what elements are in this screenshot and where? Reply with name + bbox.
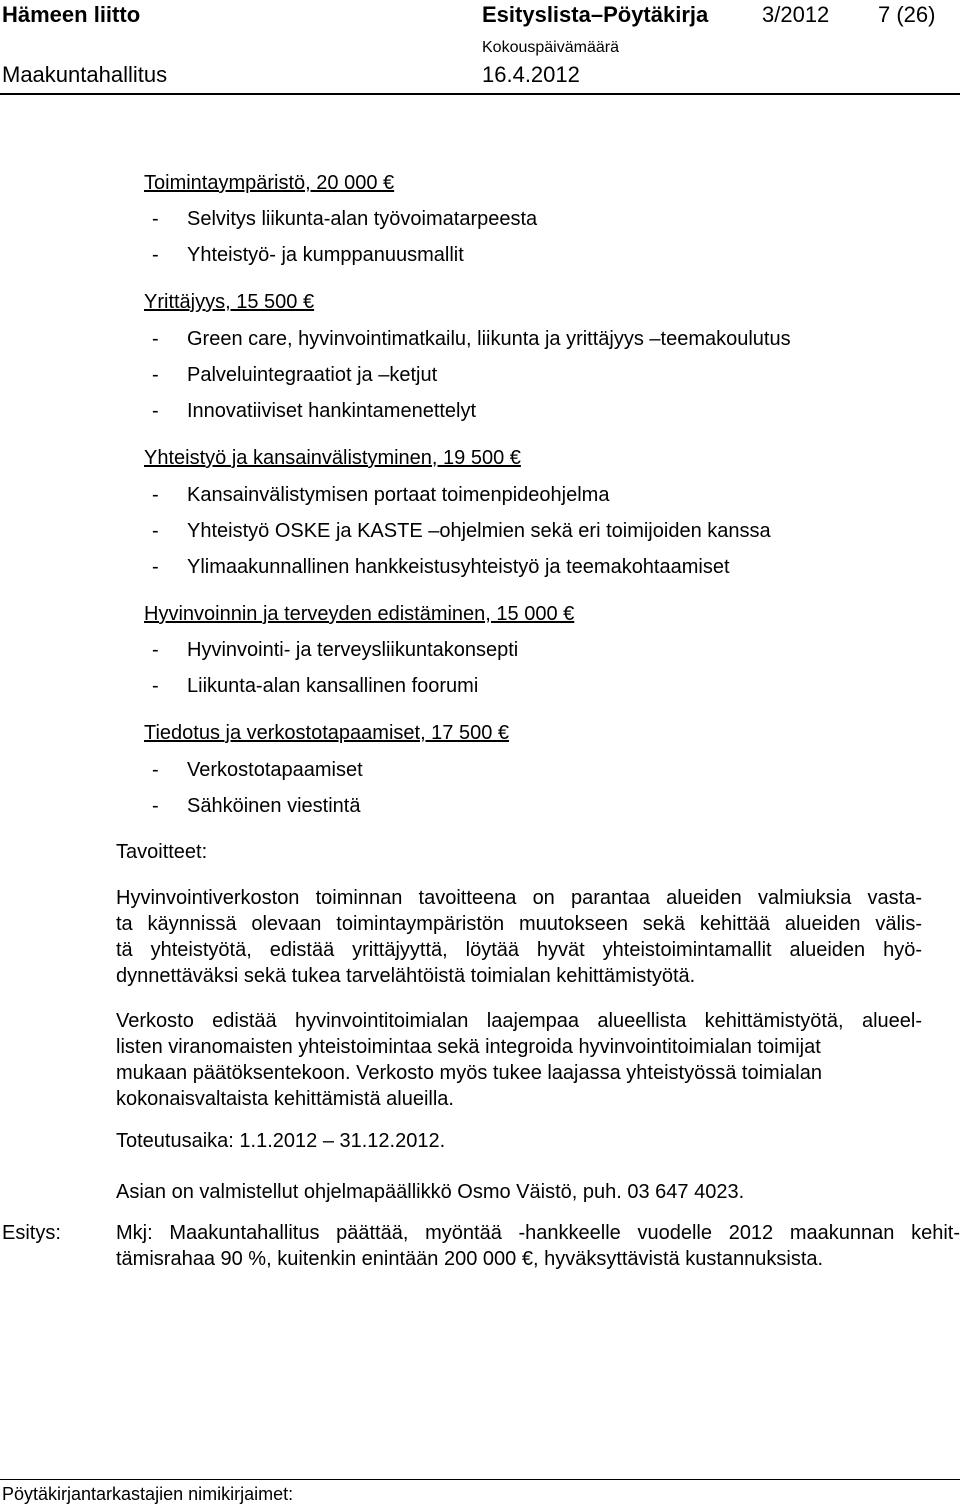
list-item: Yhteistyö- ja kumppanuusmallit — [187, 244, 464, 266]
text-line: tä yhteistyötä, edistää yrittäjyyttä, löytää hyvät yhteistoimintamallit alueiden hyö- — [116, 939, 922, 961]
bullet-dash: - — [152, 484, 159, 506]
section-title: Tiedotus ja verkostotapaamiset, 17 500 € — [144, 722, 510, 744]
bullet-dash: - — [152, 639, 159, 661]
bullet-dash: - — [152, 556, 159, 578]
list-item: Verkostotapaamiset — [187, 759, 363, 781]
bullet-dash: - — [152, 675, 159, 697]
governing-body: Maakuntahallitus — [2, 62, 168, 87]
text-line: Mkj: Maakuntahallitus päättää, myöntää -hankkeelle vuodelle 2012 maakunnan kehit- — [116, 1222, 960, 1244]
text-line: dynnettäväksi sekä tukea tarvelähtöistä toimialan kehittämistyötä. — [116, 965, 696, 987]
bullet-dash: - — [152, 520, 159, 542]
list-item: Innovatiiviset hankintamenettelyt — [187, 400, 477, 422]
list-item: Yhteistyö OSKE ja KASTE –ohjelmien sekä eri toimijoiden kanssa — [187, 520, 771, 542]
bullet-dash: - — [152, 244, 159, 266]
list-item: Sähköinen viestintä — [187, 795, 361, 817]
bullet-dash: - — [152, 364, 159, 386]
text-line: tämisrahaa 90 %, kuitenkin enintään 200 000 €, hyväksyttävistä kustannuksista. — [116, 1248, 824, 1270]
bullet-dash: - — [152, 795, 159, 817]
text-line: ta käynnissä olevaan toimintaympäristön muutokseen sekä kehittää alueiden välis- — [116, 913, 922, 935]
goals-paragraph-1 — [116, 885, 922, 989]
section-title: Yhteistyö ja kansainvälistyminen, 19 500 € — [144, 447, 521, 469]
meeting-date: 16.4.2012 — [482, 62, 580, 87]
schedule: Toteutusaika: 1.1.2012 – 31.12.2012. — [116, 1130, 446, 1152]
list-item: Liikunta-alan kansallinen foorumi — [187, 675, 479, 697]
bullet-dash: - — [152, 759, 159, 781]
text-line: Hyvinvointiverkoston toiminnan tavoitteena on parantaa alueiden valmiuksia vasta- — [116, 887, 922, 909]
text-line: listen viranomaisten yhteistoimintaa sekä integroida hyvinvointitoimialan toimijat — [116, 1036, 821, 1058]
goals-label: Tavoitteet: — [116, 841, 208, 863]
header-rule — [0, 93, 960, 95]
text-line: Verkosto edistää hyvinvointitoimialan laajempaa alueellista kehittämistyötä, alueel- — [116, 1010, 922, 1032]
bullet-dash: - — [152, 400, 159, 422]
list-item: Selvitys liikunta-alan työvoimatarpeesta — [187, 208, 538, 230]
goals-paragraph-2 — [116, 1008, 922, 1112]
page-number: 7 (26) — [878, 2, 936, 27]
prepared-by: Asian on valmistellut ohjelmapäällikkö Osmo Väistö, puh. 03 647 4023. — [116, 1181, 745, 1203]
doc-number: 3/2012 — [762, 2, 830, 27]
text-line: mukaan päätöksentekoon. Verkosto myös tukee laajassa yhteistyössä toimialan — [116, 1062, 822, 1084]
date-label: Kokouspäivämäärä — [482, 39, 619, 56]
bullet-dash: - — [152, 208, 159, 230]
list-item: Kansainvälistymisen portaat toimenpideohjelma — [187, 484, 610, 506]
list-item: Green care, hyvinvointimatkailu, liikunta ja yrittäjyys –teemakoulutus — [187, 328, 791, 350]
doc-type: Esityslista–Pöytäkirja — [482, 2, 709, 27]
footer-rule — [0, 1479, 960, 1480]
list-item: Ylimaakunnallinen hankkeistusyhteistyö ja teemakohtaamiset — [187, 556, 730, 578]
proposal-label: Esitys: — [2, 1222, 61, 1244]
list-item: Hyvinvointi- ja terveysliikuntakonsepti — [187, 639, 519, 661]
text-line: kokonaisvaltaista kehittämistä alueilla. — [116, 1088, 454, 1110]
section-title: Yrittäjyys, 15 500 € — [144, 291, 315, 313]
proposal-text — [116, 1220, 960, 1272]
section-title: Toimintaympäristö, 20 000 € — [144, 172, 395, 194]
bullet-dash: - — [152, 328, 159, 350]
org-name: Hämeen liitto — [2, 2, 141, 27]
footer-initials-label: Pöytäkirjantarkastajien nimikirjaimet: — [2, 1484, 294, 1504]
section-title: Hyvinvoinnin ja terveyden edistäminen, 15 000 € — [144, 603, 575, 625]
list-item: Palveluintegraatiot ja –ketjut — [187, 364, 438, 386]
